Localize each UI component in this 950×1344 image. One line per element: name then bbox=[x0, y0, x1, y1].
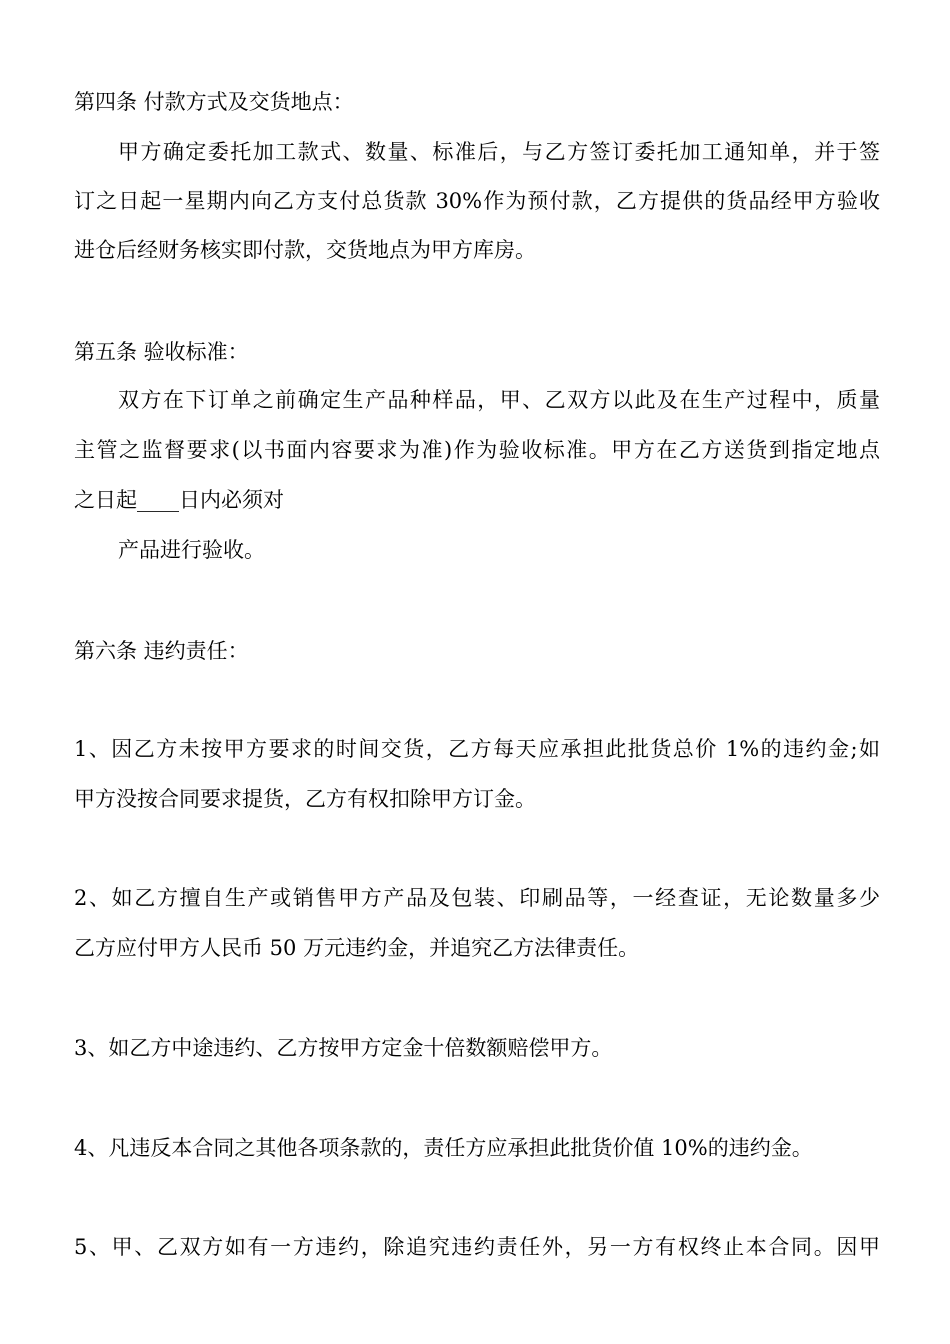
article-6-item-1-line: 1、因乙方未按甲方要求的时间交货，乙方每天应承担此批货总价 1%的违约金;如 bbox=[74, 737, 880, 761]
article-6-item-2-line: 乙方应付甲方人民币 50 万元违约金，并追究乙方法律责任。 bbox=[74, 936, 640, 960]
article-5-paragraph-line: 主管之监督要求(以书面内容要求为准)作为验收标准。甲方在乙方送货到指定地点 bbox=[74, 438, 880, 462]
article-6-heading: 第六条 违约责任： bbox=[74, 639, 249, 663]
article-6-item-2-line: 2、如乙方擅自生产或销售甲方产品及包装、印刷品等，一经查证，无论数量多少 bbox=[74, 886, 880, 910]
article-6-item-4: 4、凡违反本合同之其他各项条款的，责任方应承担此批货价值 10%的违约金。 bbox=[74, 1136, 813, 1160]
article-5-heading: 第五条 验收标准： bbox=[74, 340, 249, 364]
article-5-paragraph-2: 产品进行验收。 bbox=[118, 538, 265, 562]
article-6-item-1-line: 甲方没按合同要求提货，乙方有权扣除甲方订金。 bbox=[74, 787, 536, 811]
article-4-heading: 第四条 付款方式及交货地点： bbox=[74, 90, 354, 114]
article-4-paragraph-line: 进仓后经财务核实即付款，交货地点为甲方库房。 bbox=[74, 238, 536, 262]
article-5-paragraph-line: 之日起____日内必须对 bbox=[74, 488, 284, 512]
article-6-item-5-line: 5、甲、乙双方如有一方违约，除追究违约责任外，另一方有权终止本合同。因甲 bbox=[74, 1235, 880, 1259]
article-6-item-3: 3、如乙方中途违约、乙方按甲方定金十倍数额赔偿甲方。 bbox=[74, 1036, 613, 1060]
article-5-paragraph-line: 双方在下订单之前确定生产品种样品，甲、乙双方以此及在生产过程中，质量 bbox=[118, 388, 880, 412]
article-4-paragraph-line: 甲方确定委托加工款式、数量、标准后，与乙方签订委托加工通知单，并于签 bbox=[118, 140, 880, 164]
article-4-paragraph-line: 订之日起一星期内向乙方支付总货款 30%作为预付款，乙方提供的货品经甲方验收 bbox=[74, 189, 880, 213]
